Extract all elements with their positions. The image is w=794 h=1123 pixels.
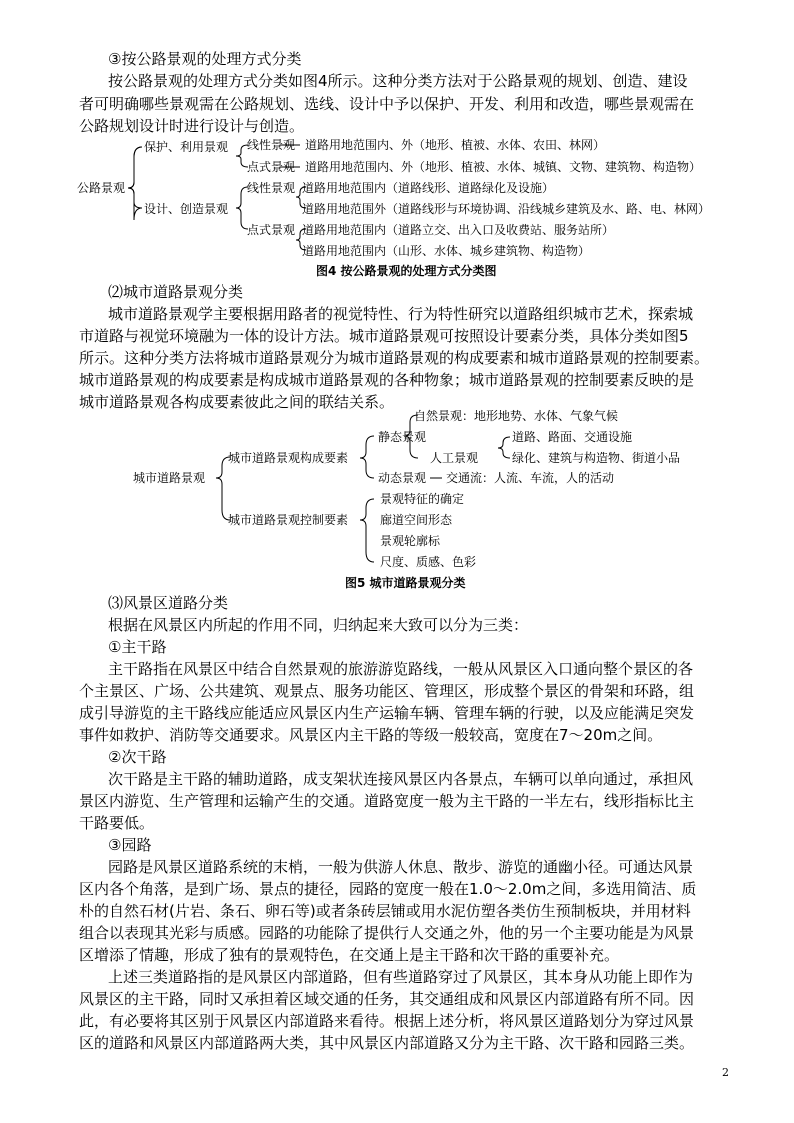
- paragraph-line: 城市道路景观学主要根据用路者的视觉特性、行为特性研究以道路组织城市艺术，探索城: [108, 305, 694, 323]
- fig4-leaf: 道路用地范围内（道路立交、出入口及收费站、服务站所）: [302, 223, 615, 237]
- section-heading: ⑵城市道路景观分类: [108, 283, 244, 301]
- fig5-leaf: 尺度、质感、色彩: [380, 555, 477, 569]
- paragraph-line: 干路要低。: [79, 814, 155, 832]
- subsection-heading: ②次干路: [108, 748, 167, 766]
- fig4-node: 线性景观: [247, 181, 296, 195]
- fig4-node: 线性景观: [247, 138, 296, 152]
- fig5-node: 人工景观: [430, 451, 479, 465]
- fig4-leaf: 道路用地范围内、外（地形、植被、水体、城镇、文物、建筑物、构造物）: [305, 160, 702, 174]
- paragraph-line: 园路是风景区道路系统的末梢，一般为供游人休息、散步、游览的通幽小径。可通达风景: [108, 858, 694, 876]
- paragraph-line: 风景区的主干路，同时又承担着区域交通的任务，其交通组成和风景区内部道路有所不同。因: [79, 990, 695, 1008]
- fig5-leaf: 景观特征的确定: [380, 492, 465, 506]
- paragraph-line: 区内各个角落，是到广场、景点的捷径，园路的宽度一般在1.0～2.0m之间，多选用简洁、质: [79, 880, 697, 898]
- paragraph-line: 主干路指在风景区中结合自然景观的旅游游览路线，一般从风景区入口通向整个景区的各: [108, 660, 694, 678]
- paragraph-line: 公路规划设计时进行设计与创造。: [79, 117, 305, 135]
- paragraph-line: 区的道路和风景区内部道路两大类，其中风景区内部道路又分为主干路、次干路和园路三类。: [79, 1034, 695, 1052]
- fig4-node: 点式景观: [247, 223, 296, 237]
- fig5-leaf: 景观轮廓标: [380, 534, 441, 548]
- fig4-root: 公路景观: [77, 181, 126, 195]
- paragraph-line: 上述三类道路指的是风景区内部道路，但有些道路穿过了风景区，其本身从功能上即作为: [108, 968, 694, 986]
- section-heading: ⑶风景区道路分类: [108, 594, 229, 612]
- paragraph-line: 城市道路景观的构成要素是构成城市道路景观的各种物象；城市道路景观的控制要素反映的是: [79, 371, 695, 389]
- fig5-leaf: 道路、路面、交通设施: [512, 430, 633, 444]
- fig4-leaf: 道路用地范围内、外（地形、植被、水体、农田、林网）: [305, 138, 606, 152]
- paragraph-line: 组合以表现其光彩与质感。园路的功能除了提供行人交通之外，他的另一个主要功能是为风景: [79, 924, 695, 942]
- paragraph-line: 景区内游览、生产管理和运输产生的交通。道路宽度一般为主干路的一半左右，线形指标比主: [79, 792, 695, 810]
- subsection-heading: ③园路: [108, 836, 152, 854]
- paragraph-line: 区增添了情趣，形成了独有的景观特色，在交通上是主干路和次干路的重要补充。: [79, 946, 620, 964]
- paragraph-line: 按公路景观的处理方式分类如图4所示。这种分类方法对于公路景观的规划、创造、建设: [108, 72, 688, 90]
- fig5-node: 城市道路景观构成要素: [228, 451, 349, 465]
- fig5-root: 城市道路景观: [133, 471, 206, 485]
- fig4-node: 保护、利用景观: [144, 140, 229, 154]
- paragraph-line: 成引导游览的主干路线应能适应风景区内生产运输车辆、管理车辆的行驶，以及应能满足突发: [79, 704, 695, 722]
- paragraph-line: 事件如救护、消防等交通要求。风景区内主干路的等级一般较高，宽度在7～20m之间。: [79, 726, 663, 744]
- figure-caption: 图5 城市道路景观分类: [345, 576, 466, 590]
- paragraph-line: 者可明确哪些景观需在公路规划、选线、设计中予以保护、开发、利用和改造，哪些景观需在: [79, 95, 695, 113]
- fig5-node: 城市道路景观控制要素: [228, 513, 349, 527]
- paragraph-line: 所示。这种分类方法将城市道路景观分为城市道路景观的构成要素和城市道路景观的控制要素。: [79, 349, 710, 367]
- section-heading: ③按公路景观的处理方式分类: [108, 50, 302, 68]
- paragraph-line: 次干路是主干路的辅助道路，成支架状连接风景区内各景点，车辆可以单向通过，承担风: [108, 770, 694, 788]
- paragraph-line: 个主景区、广场、公共建筑、观景点、服务功能区、管理区，形成整个景区的骨架和环路，组: [79, 682, 695, 700]
- fig4-leaf: 道路用地范围内（山形、水体、城乡建筑物、构造物）: [302, 244, 591, 258]
- fig4-leaf: 道路用地范围外（道路线形与环境协调、沿线城乡建筑及水、路、电、林网）: [302, 202, 711, 216]
- fig4-node: 设计、创造景观: [144, 202, 229, 216]
- fig5-leaf: 自然景观：地形地势、水体、气象气候: [414, 409, 619, 423]
- fig5-leaf: 绿化、建筑与构造物、街道小品: [512, 451, 681, 465]
- paragraph-line: 城市道路景观各构成要素彼此之间的联结关系。: [79, 393, 395, 411]
- paragraph-line: 此，有必要将其区别于风景区内部道路来看待。根据上述分析，将风景区道路划分为穿过风景: [79, 1012, 695, 1030]
- fig5-node: 静态景观: [378, 430, 427, 444]
- paragraph-line: 市道路与视觉环境融为一体的设计方法。城市道路景观可按照设计要素分类，具体分类如图5: [79, 327, 689, 345]
- figure-caption: 图4 按公路景观的处理方式分类图: [316, 264, 497, 278]
- paragraph-line: 朴的自然石材(片岩、条石、卵石等)或者条砖层铺或用水泥仿塑各类仿生预制板块，并用材料: [79, 902, 691, 920]
- subsection-heading: ①主干路: [108, 638, 167, 656]
- paragraph-line: 根据在风景区内所起的作用不同，归纳起来大致可以分为三类：: [108, 616, 529, 634]
- fig5-leaf: 廊道空间形态: [380, 513, 453, 527]
- fig4-leaf: 道路用地范围内（道路线形、道路绿化及设施）: [302, 181, 555, 195]
- page-number: 2: [722, 1066, 729, 1079]
- fig5-leaf: 交通流：人流、车流，人的活动: [446, 471, 615, 485]
- fig4-node: 点式景观: [247, 160, 296, 174]
- fig5-node: 动态景观: [378, 471, 427, 485]
